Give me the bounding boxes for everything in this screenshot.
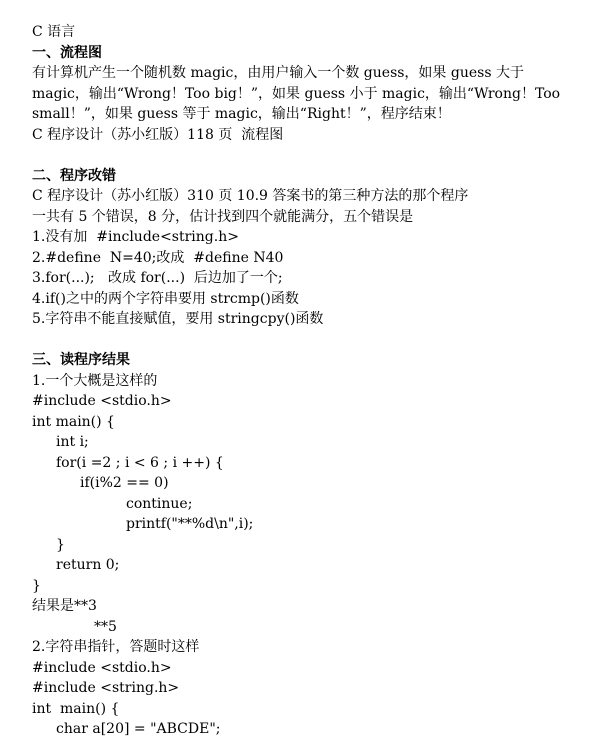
section2-line-1: C 程序设计（苏小红版）310 页 10.9 答案书的第三种方法的那个程序 (32, 188, 469, 204)
section2-line-2: 一共有 5 个错误，8 分，估计找到四个就能满分，五个错误是 (32, 208, 414, 225)
code2-line-2: #include <string.h> (32, 680, 180, 696)
section2-error-5: 5.字符串不能直接赋值，要用 stringcpy()函数 (32, 311, 324, 327)
section1-line-4: C 程序设计（苏小红版）118 页 流程图 (32, 126, 284, 143)
code1-line-7: printf("**%d\n",i); (126, 516, 254, 532)
code1-line-5: if(i%2 == 0) (80, 475, 169, 491)
code2-line-3: int main() { (32, 700, 120, 717)
code1-line-10: } (32, 577, 41, 594)
code1-line-4: for(i =2 ; i < 6 ; i ++) { (56, 454, 224, 471)
section1-line-2: magic，输出“Wrong！Too big！”，如果 guess 小于 magic，输出“Wrong！Too (32, 85, 561, 102)
section2-error-3: 3.for(...); 改成 for(...) 后边加了一个; (32, 270, 283, 286)
section2-heading: 二、程序改错 (32, 167, 116, 184)
code1-line-2: int main() { (32, 413, 115, 430)
section3-heading: 三、读程序结果 (32, 352, 130, 368)
section1-line-1: 有计算机产生一个随机数 magic，由用户输入一个数 guess，如果 guess 大于 (32, 65, 524, 81)
result-label: 结果是**3 (32, 598, 97, 614)
section2-error-2: 2.#define N=40;改成 #define N40 (32, 249, 284, 266)
doc-title: C 语言 (32, 24, 76, 40)
code1-line-8: } (56, 536, 65, 553)
code1-line-6: continue; (126, 495, 193, 512)
section1-line-3: small！”，如果 guess 等于 magic，输出“Right！”，程序结束！ (32, 106, 451, 122)
code2-line-4: char a[20] = "ABCDE"; (56, 721, 221, 737)
section2-error-4: 4.if()之中的两个字符串要用 strcmp()函数 (32, 290, 299, 307)
code1-line-3: int i; (56, 434, 89, 450)
section2-error-1: 1.没有加 #include<string.h> (32, 229, 239, 245)
section3-item1-label: 1.一个大概是这样的 (32, 372, 158, 389)
code2-line-1: #include <stdio.h> (32, 659, 172, 676)
section3-item2-label: 2.字符串指针，答题时这样 (32, 639, 200, 655)
blank-line (32, 145, 592, 166)
section1-heading: 一、流程图 (32, 44, 102, 61)
code1-line-1: #include <stdio.h> (32, 393, 172, 409)
document-body (32, 22, 592, 740)
blank-line (32, 330, 592, 351)
code1-line-9: return 0; (56, 557, 120, 573)
result-line-2: **5 (94, 618, 117, 635)
